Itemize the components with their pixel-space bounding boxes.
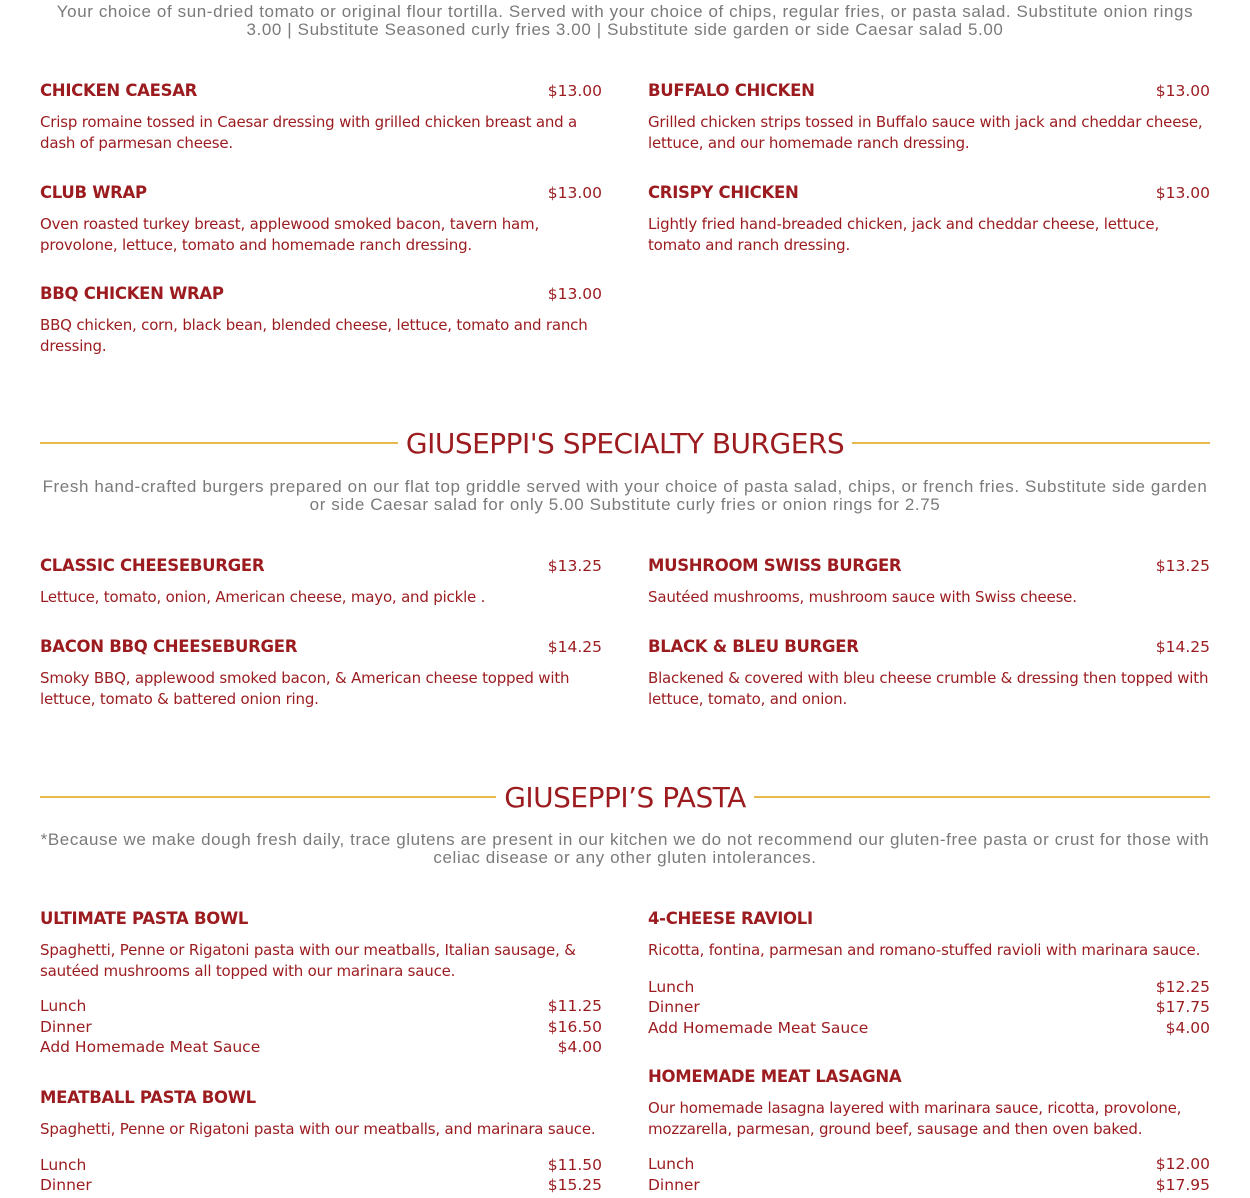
item-description: Oven roasted turkey breast, applewood smoked bacon, tavern ham, provolone, lettuce, tomato and homemade ranch dressing. (40, 215, 540, 254)
price-row-dinner: Dinner $17.75 (648, 998, 1210, 1016)
item-price: $13.25 (547, 557, 602, 575)
item-price: $13.00 (547, 285, 602, 303)
item-name: BUFFALO CHICKEN (648, 81, 815, 100)
item-price: $13.00 (1155, 82, 1210, 100)
menu-item-bacon-bbq-cheeseburger (40, 637, 602, 709)
item-description: Smoky BBQ, applewood smoked bacon, & American cheese topped with lettuce, tomato & battered onion ring. (40, 669, 570, 708)
menu-item-homemade-meat-lasagna (648, 1067, 1210, 1195)
item-description: Ricotta, fontina, parmesan and romano-stuffed ravioli with marinara sauce. (648, 941, 1201, 959)
item-description: Blackened & covered with bleu cheese crumble & dressing then topped with lettuce, tomato, and onion. (648, 669, 1209, 708)
item-description: Grilled chicken strips tossed in Buffalo sauce with jack and cheddar cheese, lettuce, and our homemade ranch dressing. (648, 113, 1203, 152)
item-description: Spaghetti, Penne or Rigatoni pasta with our meatballs, Italian sausage, & sautéed mushrooms all topped with our marinara sauce. (40, 941, 576, 980)
item-name: BACON BBQ CHEESEBURGER (40, 637, 298, 656)
section-heading-pasta (40, 780, 1210, 814)
menu-item-ultimate-pasta-bowl (40, 909, 602, 1058)
divider-line (852, 442, 1210, 444)
price-list (40, 996, 602, 1058)
item-price: $14.25 (1155, 638, 1210, 656)
item-description: Sautéed mushrooms, mushroom sauce with Swiss cheese. (648, 588, 1077, 606)
divider-line (40, 796, 496, 798)
item-name: CRISPY CHICKEN (648, 183, 799, 202)
item-price: $13.00 (1155, 184, 1210, 202)
price-row-add-meat-sauce: Add Homemade Meat Sauce $4.00 (40, 1038, 602, 1056)
item-price: $13.25 (1155, 557, 1210, 575)
item-name: 4-CHEESE RAVIOLI (648, 909, 813, 928)
section-heading-burgers (40, 426, 1210, 460)
item-name: ULTIMATE PASTA BOWL (40, 909, 249, 928)
item-name: MEATBALL PASTA BOWL (40, 1088, 256, 1107)
item-name: CLASSIC CHEESEBURGER (40, 556, 265, 575)
divider-line (40, 442, 398, 444)
menu-item-4-cheese-ravioli (648, 909, 1210, 1038)
pasta-intro: *Because we make dough fresh daily, trace glutens are present in our kitchen we do not recommend our gluten-free pasta or crust for those with celiac disease or any other gluten intolerances. (40, 830, 1210, 867)
price-row-lunch: Lunch $12.00 (648, 1155, 1210, 1173)
menu-item-meatball-pasta-bowl (40, 1088, 602, 1196)
menu-item-classic-cheeseburger (40, 556, 602, 608)
item-name: BLACK & BLEU BURGER (648, 637, 859, 656)
price-row-dinner: Dinner $17.95 (648, 1175, 1210, 1194)
menu-item-club-wrap (40, 183, 602, 255)
item-description: Lightly fried hand-breaded chicken, jack and cheddar cheese, lettuce, tomato and ranch dressing. (648, 215, 1160, 254)
menu-item-black-bleu-burger (648, 637, 1210, 709)
item-price: $13.00 (547, 184, 602, 202)
section-title: GIUSEPPI'S SPECIALTY BURGERS (405, 426, 845, 460)
item-name: MUSHROOM SWISS BURGER (648, 556, 902, 575)
item-name: CHICKEN CAESAR (40, 81, 198, 100)
item-name: CLUB WRAP (40, 183, 147, 202)
item-description: Lettuce, tomato, onion, American cheese, mayo, and pickle . (40, 588, 486, 606)
item-description: BBQ chicken, corn, black bean, blended cheese, lettuce, tomato and ranch dressing. (40, 316, 588, 355)
menu-item-bbq-chicken-wrap (40, 284, 602, 356)
price-row-lunch: Lunch $11.50 (40, 1155, 602, 1174)
price-list (40, 1155, 602, 1196)
item-description: Spaghetti, Penne or Rigatoni pasta with our meatballs, and marinara sauce. (40, 1120, 596, 1138)
menu-item-mushroom-swiss-burger (648, 556, 1210, 608)
item-name: BBQ CHICKEN WRAP (40, 284, 224, 303)
item-price: $14.25 (547, 638, 602, 656)
menu-item-crispy-chicken (648, 183, 1210, 255)
price-row-dinner: Dinner $16.50 (40, 1017, 602, 1036)
price-list (648, 977, 1210, 1039)
menu-item-buffalo-chicken (648, 81, 1210, 153)
price-row-lunch: Lunch $12.25 (648, 977, 1210, 996)
item-description: Our homemade lasagna layered with marinara sauce, ricotta, provolone, mozzarella, parmesan, ground beef, sausage and then oven baked. (648, 1099, 1182, 1138)
item-price: $13.00 (547, 82, 602, 100)
wraps-intro: Your choice of sun-dried tomato or original flour tortilla. Served with your choice of chips, regular fries, or pasta salad. Substitute onion rings 3.00 | Substitute Seasoned curly fries 3.00 | Substitute side garden or side Caesar salad 5.00 (56, 2, 1194, 39)
divider-line (754, 796, 1210, 798)
price-list (648, 1154, 1210, 1195)
item-description: Crisp romaine tossed in Caesar dressing with grilled chicken breast and a dash of parmesan cheese. (40, 113, 578, 152)
price-row-lunch: Lunch $11.25 (40, 997, 602, 1015)
burgers-intro: Fresh hand-crafted burgers prepared on our flat top griddle served with your choice of pasta salad, chips, or french fries. Substitute side garden or side Caesar salad for only 5.00 Substitute curly fries or onion rings for 2.75 (42, 477, 1208, 514)
section-title: GIUSEPPI’S PASTA (504, 780, 746, 814)
menu-item-chicken-caesar (40, 81, 602, 153)
price-row-dinner: Dinner $15.25 (40, 1176, 602, 1194)
price-row-add-meat-sauce: Add Homemade Meat Sauce $4.00 (648, 1018, 1210, 1037)
item-name: HOMEMADE MEAT LASAGNA (648, 1067, 902, 1086)
